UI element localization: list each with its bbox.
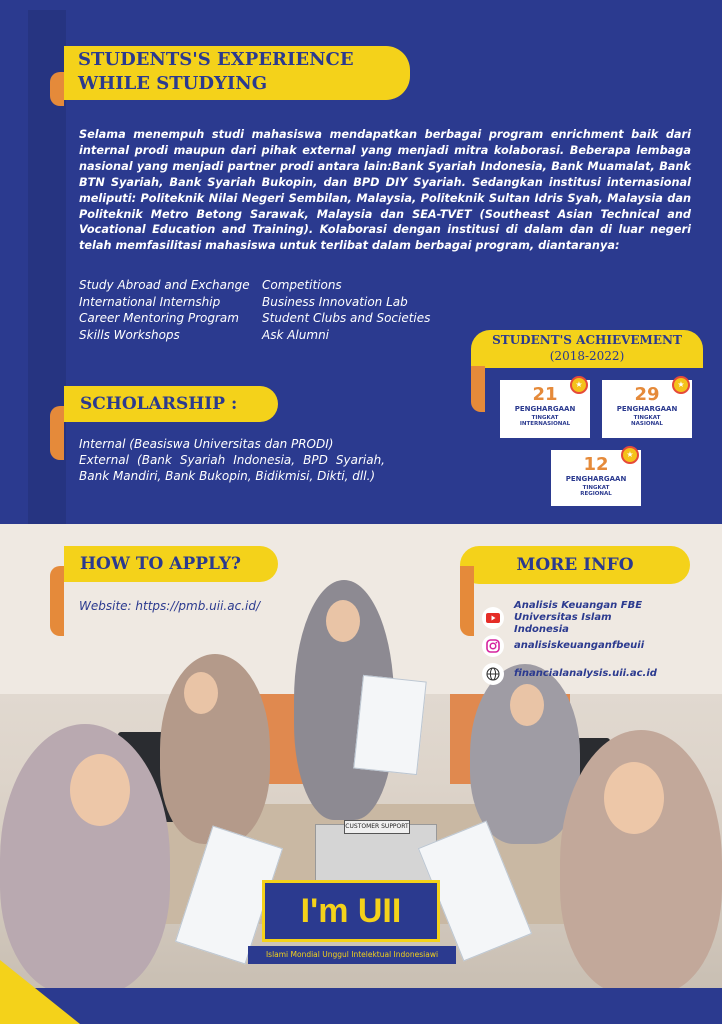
achievement-level: TINGKAT INTERNASIONAL xyxy=(519,415,571,427)
more-info-heading: MORE INFO xyxy=(516,555,634,575)
customer-support-sign: CUSTOMER SUPPORT xyxy=(344,820,410,834)
program-item: Student Clubs and Societies xyxy=(262,311,431,325)
person-left-front-face xyxy=(70,754,130,826)
achievement-side-accent xyxy=(471,366,485,412)
programs-left xyxy=(79,277,259,343)
achievement-number: 29 xyxy=(634,384,660,405)
globe-icon xyxy=(482,663,504,685)
achievement-level: TINGKAT REGIONAL xyxy=(580,485,612,497)
person-left-back-face xyxy=(184,672,218,714)
achievement-card xyxy=(551,450,641,506)
youtube-text: Analisis Keuangan FBE Universitas Islam Indonesia xyxy=(514,600,643,635)
program-item: Ask Alumni xyxy=(262,327,330,342)
person-right-front-face xyxy=(604,762,664,834)
scholarship-title xyxy=(64,386,278,422)
scholarship-external: External (Bank Syariah Indonesia, BPD Syariah, Bank Mandiri, Bank Bukopin, Bidikmisi, Dikti, dll.) xyxy=(79,453,385,483)
medal-icon: ★ xyxy=(570,376,588,394)
form-paper-center xyxy=(353,675,426,775)
logo-tagline: Islami Mondial Unggul Intelektual Indonesiawi xyxy=(248,946,456,964)
website-link[interactable] xyxy=(482,663,657,685)
person-center-face xyxy=(326,600,360,642)
logo-text: I'm UII xyxy=(300,892,402,930)
achievement-level: TINGKAT NASIONAL xyxy=(631,415,663,427)
program-item: Competitions xyxy=(262,278,342,292)
experience-title-line2: WHILE STUDYING xyxy=(78,73,268,94)
program-item: Career Mentoring Program xyxy=(79,311,239,325)
experience-body: Selama menempuh studi mahasiswa mendapatkan berbagai program enrichment baik dari internal prodi maupun dari pihak external yang menjadi mitra kolaborasi. Beberapa lembaga nasional yang menjadi partner prodi antara lain:Bank Syariah Indonesia, Bank Muamalat, Bank BTN Syariah, Bank Syariah Bukopin, dan BPD DIY Syariah. Sedangkan institusi internasional meliputi: Politeknik Nilai Negeri Sembilan, Malaysia, Politeknik Sultan Idris Syah, Malaysia dan Politeknik Metro Betong Sarawak, Malaysia dan SEA-TVET (Southeast Asian Technical and Vocational Education and Training). Kolaborasi dengan institusi di dalam dan di luar negeri telah memfasilitasi mahasiswa untuk terlibat dalam berbagai program, diantaranya: xyxy=(79,128,691,253)
achievement-card xyxy=(500,380,590,438)
uii-logo xyxy=(262,880,440,942)
scholarship-internal: Internal (Beasiswa Universitas dan PRODI) xyxy=(79,437,334,451)
more-info-accent xyxy=(460,566,474,636)
program-item: International Internship xyxy=(79,294,221,309)
instagram-link[interactable] xyxy=(482,635,644,657)
program-item: Business Innovation Lab xyxy=(262,294,408,309)
apply-heading: HOW TO APPLY? xyxy=(80,554,241,574)
achievement-label: PENGHARGAAN xyxy=(514,405,576,413)
medal-icon: ★ xyxy=(621,446,639,464)
achievement-number: 21 xyxy=(532,384,558,405)
programs-right xyxy=(262,277,462,343)
instagram-icon xyxy=(482,635,504,657)
achievement-title xyxy=(471,330,703,368)
instagram-text: analisiskeuanganfbeuii xyxy=(514,640,645,651)
website-text: financialanalysis.uii.ac.id xyxy=(514,668,657,679)
achievement-period: (2018-2022) xyxy=(549,349,625,363)
corner-accent xyxy=(0,960,80,1024)
program-item: Skills Workshops xyxy=(79,327,180,342)
experience-title-line1: STUDENTS'S EXPERIENCE xyxy=(78,49,354,70)
apply-title xyxy=(64,546,278,582)
achievement-number: 12 xyxy=(583,454,609,475)
medal-icon: ★ xyxy=(672,376,690,394)
achievement-card xyxy=(602,380,692,438)
achievement-heading: STUDENT'S ACHIEVEMENT xyxy=(492,333,682,347)
youtube-link[interactable] xyxy=(482,600,664,636)
youtube-icon xyxy=(482,607,504,629)
program-item: Study Abroad and Exchange xyxy=(79,278,250,292)
scholarship-heading: SCHOLARSHIP : xyxy=(80,394,238,414)
apply-website[interactable]: Website: https://pmb.uii.ac.id/ xyxy=(79,599,260,613)
achievement-label: PENGHARGAAN xyxy=(565,475,627,483)
experience-title xyxy=(64,46,410,100)
person-right-back-face xyxy=(510,684,544,726)
bottom-band xyxy=(0,988,722,1024)
achievement-label: PENGHARGAAN xyxy=(616,405,678,413)
more-info-title xyxy=(460,546,690,584)
